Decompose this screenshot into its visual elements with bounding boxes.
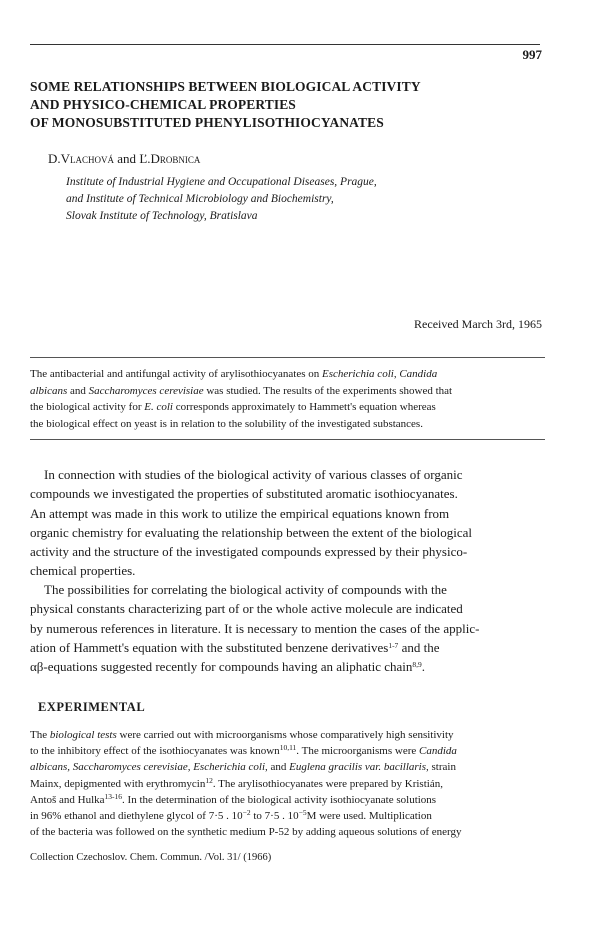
header-rule	[30, 44, 540, 45]
text-line: In connection with studies of the biological activity of various classes of organic	[44, 467, 463, 482]
title-line: AND PHYSICO-CHEMICAL PROPERTIES	[30, 97, 296, 112]
title-line: OF MONOSUBSTITUTED PHENYLISOTHIOCYANATES	[30, 115, 384, 130]
affiliation-line: Institute of Industrial Hygiene and Occupational Diseases, Prague,	[66, 176, 377, 188]
text-line: in 96% ethanol and diethylene glycol of 7·5 . $10^{-2}$ to 7·5 . $10^{-5}M$ were used. Multiplication	[30, 808, 432, 823]
abstract	[30, 366, 548, 432]
text-line: Antoš and Hulka$^{13-16}$. In the determination of the biological activity isothiocyanate solutions	[30, 791, 437, 806]
text-line: to the inhibitory effect of the isothiocyanates was known$^{10,11}$. The microorganisms were Candida	[30, 743, 457, 758]
text-line: chemical properties.	[30, 563, 136, 579]
abstract-line: albicans and Saccharomyces cerevisiae was studied. The results of the experiments showed that	[30, 384, 453, 397]
text-line: physical constants characterizing part of or the whole active molecule are indicated	[30, 601, 463, 617]
journal-footer: Collection Czechoslov. Chem. Commun. /Vol. 31/ (1966)	[30, 852, 272, 863]
page-number: 997	[522, 47, 542, 62]
text-line: compounds we investigated the properties of substituted aromatic isothiocyanates.	[30, 486, 458, 502]
citation: 12	[205, 775, 213, 785]
citation: 13-16	[104, 791, 123, 801]
intro-paragraph	[30, 465, 550, 581]
citation: 1-7	[388, 640, 399, 650]
text-line: Mainx, depigmented with erythromycin$^{12}$. The arylisothiocyanates were prepared by Kristián,	[30, 775, 443, 790]
text-line: The biological tests were carried out with microorganisms whose comparatively high sensitivity	[30, 729, 454, 741]
affiliation	[66, 174, 546, 225]
text-line: organic chemistry for evaluating the relationship between the extent of the biological	[30, 524, 472, 540]
affiliation-line: Slovak Institute of Technology, Bratislava	[66, 210, 258, 222]
section-heading: EXPERIMENTAL	[38, 700, 146, 714]
affiliation-line: and Institute of Technical Microbiology and Biochemistry,	[66, 193, 334, 205]
author-name: Ľ.Drobnica	[139, 151, 201, 166]
text-line: by numerous references in literature. It is necessary to mention the cases of the applic-	[30, 620, 480, 636]
abstract-line: the biological activity for E. coli corresponds approximately to Hammett's equation whereas	[30, 401, 436, 413]
experimental-paragraph	[30, 727, 552, 840]
text-line: albicans, Saccharomyces cerevisiae, Escherichia coli, and Euglena gracilis var. bacillaris, strain	[30, 761, 456, 774]
abstract-line: the biological effect on yeast is in relation to the solubility of the investigated substances.	[30, 417, 423, 430]
abstract-line: The antibacterial and antifungal activity of arylisothiocyanates on Escherichia coli, Candida	[30, 368, 438, 380]
text-line: The possibilities for correlating the biological activity of compounds with the	[44, 582, 447, 597]
article-title	[30, 78, 550, 132]
citation: 8,9	[412, 660, 422, 670]
text-line: αβ-equations suggested recently for compounds having an aliphatic chain$^{8,9}$.	[30, 659, 425, 675]
received-date: Received March 3rd, 1965	[414, 317, 542, 331]
authors	[48, 151, 200, 167]
abstract-rule-top	[30, 357, 545, 358]
text-line: ation of Hammett's equation with the substituted benzene derivatives$^{1-7}$ and the	[30, 639, 440, 655]
text-line: of the bacteria was followed on the synthetic medium P-52 by adding aqueous solutions of energy	[30, 826, 462, 839]
intro-paragraph	[30, 580, 550, 676]
text-line: activity and the structure of the investigated compounds expressed by their physico-	[30, 544, 468, 560]
abstract-rule-bottom	[30, 439, 545, 440]
author-conjunction: and	[117, 151, 137, 166]
text-line: An attempt was made in this work to utilize the empirical equations known from	[30, 505, 450, 521]
author-name: D.Vlachová	[48, 151, 115, 166]
title-line: SOME RELATIONSHIPS BETWEEN BIOLOGICAL ACTIVITY	[30, 79, 421, 94]
citation: 10,11	[279, 743, 297, 753]
